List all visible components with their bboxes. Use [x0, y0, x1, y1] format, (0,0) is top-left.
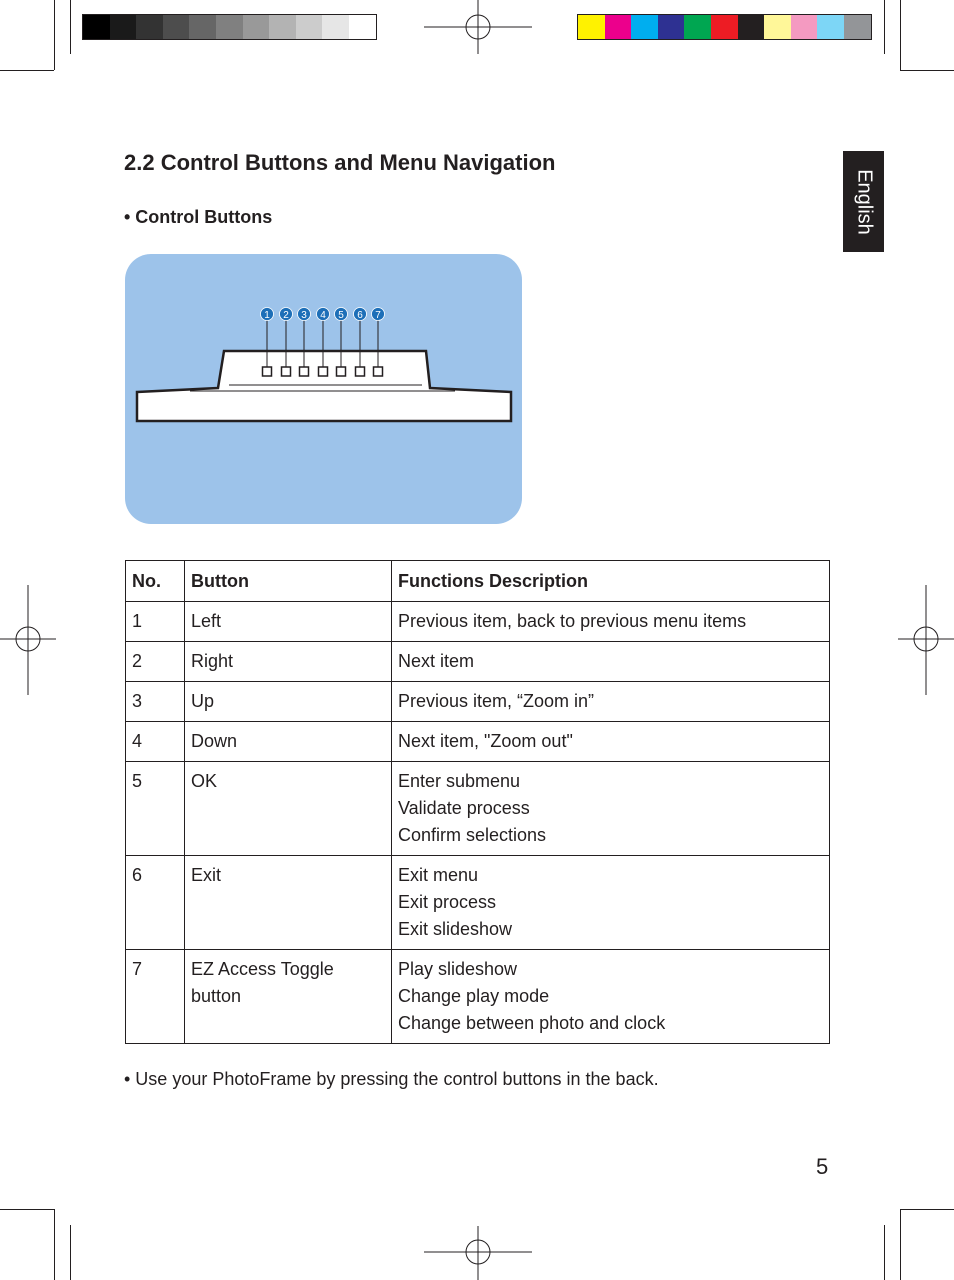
crop-mark: [900, 1209, 954, 1210]
button-name-line: Right: [191, 651, 234, 671]
grayscale-color-bar: [82, 14, 377, 40]
callout-number: 3: [301, 310, 307, 321]
cell-no: 6: [126, 856, 185, 950]
description-line: Enter submenu: [398, 771, 521, 791]
button-functions-table: [125, 560, 830, 1044]
button-name-line: Down: [191, 731, 238, 751]
registration-mark: [0, 585, 56, 695]
crop-mark: [54, 0, 55, 70]
description-line: Play slideshow: [398, 959, 518, 979]
cell-description: [392, 762, 830, 856]
control-button-7: [374, 367, 383, 376]
cell-no: 5: [126, 762, 185, 856]
cell-no: 4: [126, 722, 185, 762]
crop-mark: [0, 70, 54, 71]
cell-button: [185, 856, 392, 950]
cell-no: 2: [126, 642, 185, 682]
page-number: 5: [816, 1154, 829, 1179]
cell-button: [185, 602, 392, 642]
callout-number: 1: [264, 310, 270, 321]
color-swatch: [243, 15, 270, 39]
usage-note: • Use your PhotoFrame by pressing the control buttons in the back.: [124, 1069, 659, 1089]
cell-no: 7: [126, 950, 185, 1044]
color-swatch: [110, 15, 137, 39]
description-line: Exit slideshow: [398, 919, 513, 939]
color-swatch: [163, 15, 190, 39]
description-line: Change between photo and clock: [398, 1013, 666, 1033]
cell-description: [392, 950, 830, 1044]
registration-mark: [898, 585, 954, 695]
cell-button: [185, 950, 392, 1044]
crop-mark: [70, 0, 71, 54]
color-swatch: [83, 15, 110, 39]
cell-description: [392, 856, 830, 950]
color-swatch: [136, 15, 163, 39]
table-row: [126, 950, 830, 1044]
color-swatch: [605, 15, 632, 39]
header-button: Button: [185, 561, 392, 602]
table-row: [126, 642, 830, 682]
cell-description: [392, 682, 830, 722]
callout-number: 7: [375, 310, 381, 321]
crop-mark: [0, 1209, 54, 1210]
color-swatch: [817, 15, 844, 39]
color-swatch: [216, 15, 243, 39]
description-line: Next item: [398, 651, 475, 671]
description-line: Exit menu: [398, 865, 479, 885]
crop-mark: [900, 70, 954, 71]
frame-base: [137, 351, 511, 421]
description-line: Exit process: [398, 892, 497, 912]
color-swatch: [658, 15, 685, 39]
table-row: [126, 682, 830, 722]
color-swatch: [764, 15, 791, 39]
language-tab-label: English: [853, 168, 875, 235]
control-button-1: [263, 367, 272, 376]
button-name-line: EZ Access Toggle: [191, 959, 334, 979]
button-name-line: Exit: [191, 865, 222, 885]
table-row: [126, 602, 830, 642]
control-button-4: [319, 367, 328, 376]
callout-number: 2: [283, 310, 289, 321]
color-swatch: [738, 15, 765, 39]
callout-number: 4: [320, 310, 326, 321]
control-button-6: [356, 367, 365, 376]
control-button-5: [337, 367, 346, 376]
description-line: Confirm selections: [398, 825, 547, 845]
photo-frame-diagram: [125, 254, 522, 524]
crop-mark: [54, 1209, 55, 1280]
sub-title: • Control Buttons: [124, 207, 273, 227]
cmyk-color-bar: [577, 14, 872, 40]
crop-mark: [884, 1225, 885, 1280]
color-swatch: [631, 15, 658, 39]
description-line: Next item, "Zoom out": [398, 731, 573, 751]
color-swatch: [711, 15, 738, 39]
cell-no: 3: [126, 682, 185, 722]
callout-number: 5: [338, 310, 344, 321]
callout-number: 6: [357, 310, 363, 321]
cell-button: [185, 762, 392, 856]
color-swatch: [296, 15, 323, 39]
color-swatch: [322, 15, 349, 39]
table-row: [126, 722, 830, 762]
crop-mark: [900, 1209, 901, 1280]
color-swatch: [349, 15, 376, 39]
table-row: [126, 762, 830, 856]
crop-mark: [900, 0, 901, 70]
color-swatch: [684, 15, 711, 39]
control-button-3: [300, 367, 309, 376]
cell-button: [185, 642, 392, 682]
crop-mark: [884, 0, 885, 54]
description-line: Previous item, back to previous menu items: [398, 611, 747, 631]
color-swatch: [791, 15, 818, 39]
button-name-line: OK: [191, 771, 218, 791]
crop-mark: [70, 1225, 71, 1280]
description-line: Change play mode: [398, 986, 550, 1006]
table-row: [126, 856, 830, 950]
language-tab: [843, 151, 884, 252]
header-description: Functions Description: [392, 561, 830, 602]
section-title: 2.2 Control Buttons and Menu Navigation: [124, 150, 556, 175]
control-buttons-illustration: [125, 254, 522, 524]
color-swatch: [189, 15, 216, 39]
table-header-row: [126, 561, 830, 602]
cell-no: 1: [126, 602, 185, 642]
description-line: Validate process: [398, 798, 530, 818]
registration-mark: [424, 0, 532, 60]
button-name-line: Up: [191, 691, 215, 711]
header-no: No.: [126, 561, 185, 602]
button-name-line: button: [191, 986, 242, 1006]
cell-description: [392, 602, 830, 642]
color-swatch: [844, 15, 871, 39]
cell-description: [392, 722, 830, 762]
color-swatch: [269, 15, 296, 39]
cell-button: [185, 682, 392, 722]
cell-description: [392, 642, 830, 682]
registration-mark: [424, 1224, 532, 1280]
color-swatch: [578, 15, 605, 39]
button-name-line: Left: [191, 611, 222, 631]
cell-button: [185, 722, 392, 762]
control-button-2: [282, 367, 291, 376]
description-line: Previous item, “Zoom in”: [398, 691, 595, 711]
